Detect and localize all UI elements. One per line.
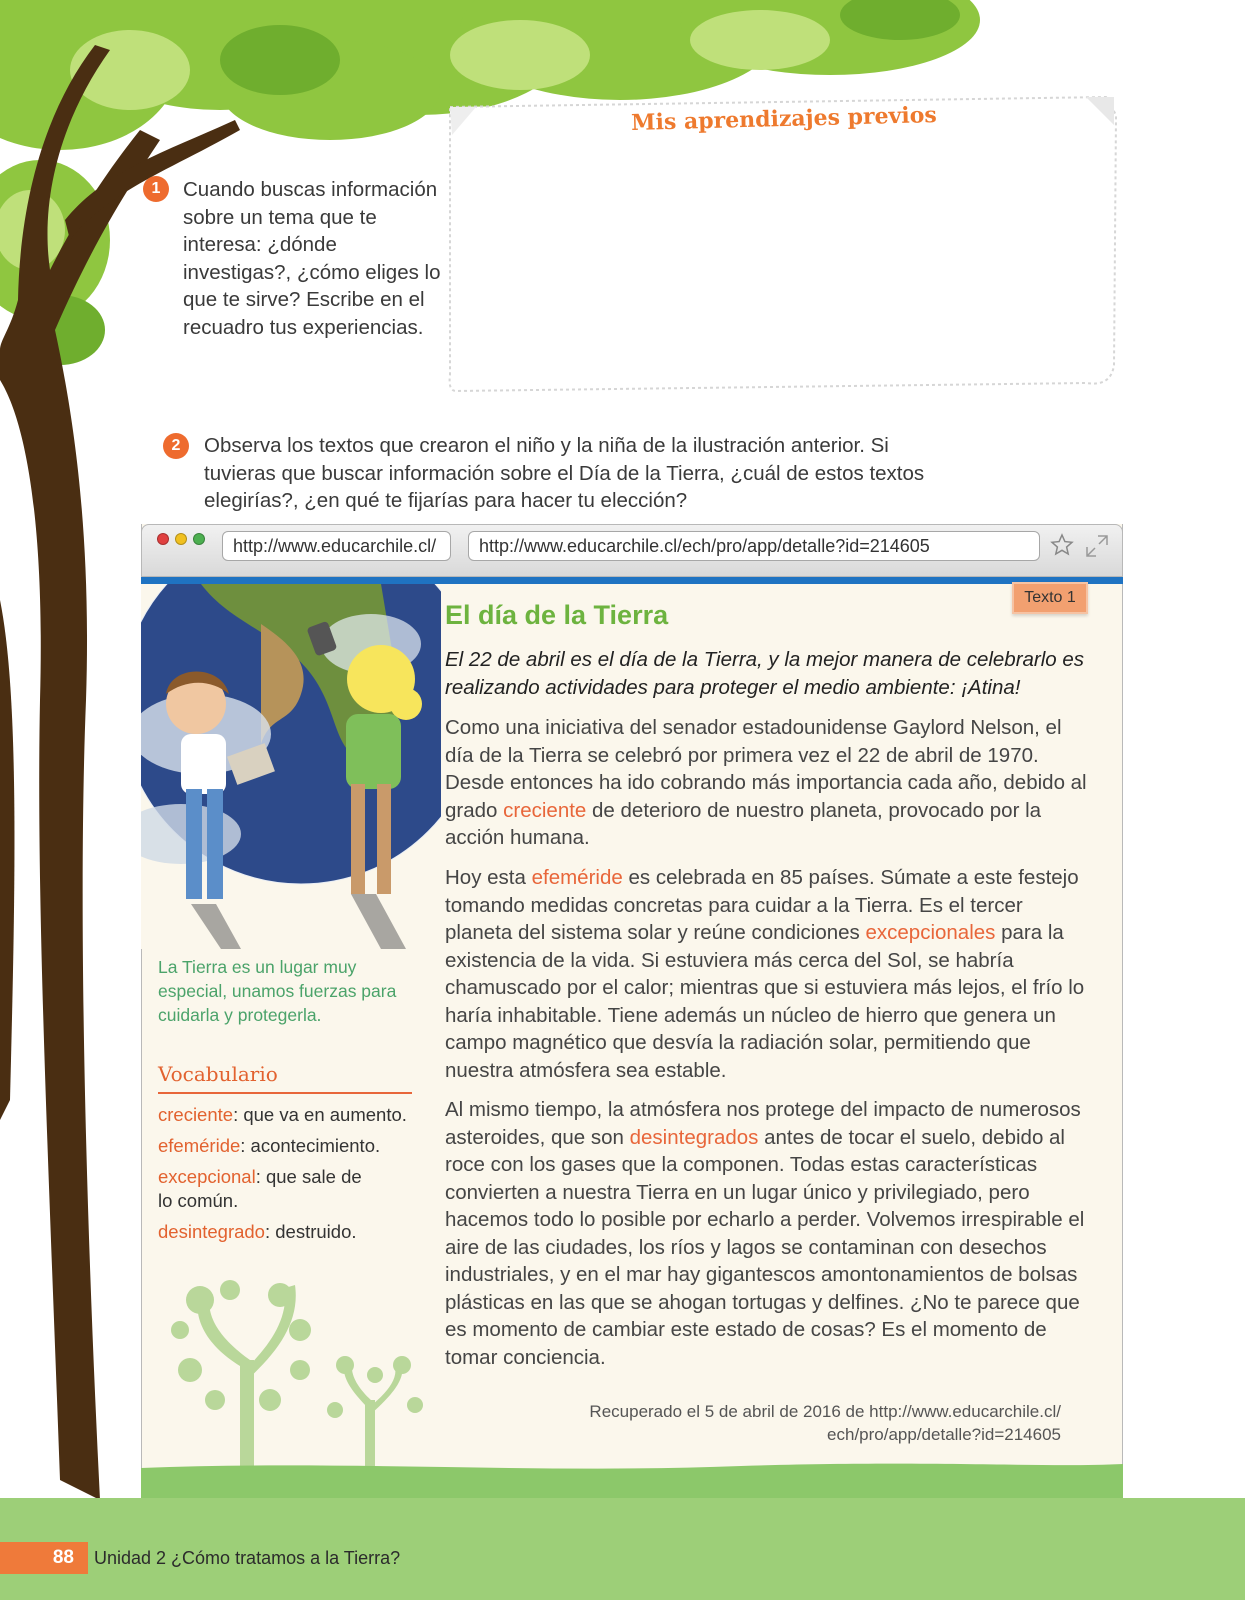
source-citation: [520, 1400, 1061, 1446]
close-window-button[interactable]: [157, 533, 169, 545]
article-paragraph-2: [445, 864, 1090, 1084]
vocab-term: creciente: [158, 1104, 234, 1125]
question-1-number: 1: [143, 176, 169, 202]
star-icon[interactable]: [1050, 533, 1074, 557]
vocab-item: [158, 1134, 423, 1158]
minimize-window-button[interactable]: [175, 533, 187, 545]
small-trees-illustration: [170, 1280, 440, 1480]
home-url-field[interactable]: http://www.educarchile.cl/: [222, 531, 451, 561]
notes-box[interactable]: [446, 95, 1122, 395]
vocab-definition: : destruido.: [264, 1221, 357, 1242]
vocab-definition: : que sale de lo común.: [158, 1166, 362, 1211]
unit-title: Unidad 2 ¿Cómo tratamos a la Tierra?: [94, 1548, 401, 1568]
paragraph-text: antes de tocar el suelo, debido al roce con los gases que la componen. Todas estas características convierten a nuestra Tierra en un lugar único y privilegiado, pero hacemos todo lo posible por echarlo a perder. Volvemos irrespirable el aire de las ciudades, los ríos y lagos se contaminan con desechos industriales, y en el mar hay gigantescos amontonamientos de bolsas plásticas en las que se ahogan tortugas y delfines. ¿No te parece que es momento de cambiar este estado de cosas? Es el momento de tomar conciencia.: [445, 1125, 1085, 1369]
maximize-window-button[interactable]: [193, 533, 205, 545]
paragraph-text: es celebrada en 85 países. Súmate a este festejo tomando medidas concretas para cuidar a la Tierra. Es el tercer planeta del sistema solar y reúne condiciones: [445, 866, 1079, 944]
article-paragraph-1: [445, 714, 1090, 852]
page-number: 88: [0, 1542, 88, 1574]
paragraph-text: Como una iniciativa del senador estadounidense Gaylord Nelson, el día de la Tierra se celebró por primera vez el 22 de abril de 1970. Desde entonces ha ido cobrando más importancia cada año, debido al grado: [445, 716, 1087, 822]
notes-box-title: Mis aprendizajes previos: [630, 102, 938, 136]
article-title: El día de la Tierra: [445, 600, 669, 630]
vocab-highlight: efeméride: [531, 866, 623, 889]
vocab-item: [158, 1220, 423, 1244]
vocab-highlight: excepcionales: [865, 921, 996, 944]
article-paragraph-3: [445, 1096, 1090, 1371]
question-2-text: Observa los textos que crearon el niño y la niña de la ilustración anterior. Si tuvieras que buscar información sobre el Día de la Tierra, ¿cuál de estos textos elegirías?, ¿en qué te fijarías para hacer tu elección?: [204, 434, 925, 512]
expand-icon[interactable]: [1084, 533, 1110, 559]
paragraph-text: Al mismo tiempo, la atmósfera nos protege del impacto de numerosos asteroides, que son: [445, 1098, 1081, 1149]
green-ground: [141, 1460, 1123, 1500]
vocab-definition: : acontecimiento.: [240, 1135, 381, 1156]
address-bar[interactable]: http://www.educarchile.cl/ech/pro/app/detalle?id=214605: [468, 531, 1040, 561]
page-header-bar: [141, 577, 1123, 584]
vocab-item: [158, 1165, 373, 1213]
paragraph-text: de deterioro de nuestro planeta, provocado por la acción humana.: [445, 798, 1042, 849]
article-lead: El 22 de abril es el día de la Tierra, y la mejor manera de celebrarlo es realizando actividades para proteger el medio ambiente: ¡Atina!: [445, 648, 1085, 699]
paragraph-text: Hoy esta: [445, 866, 532, 889]
source-line: Recuperado el 5 de abril de 2016 de http://www.educarchile.cl/: [589, 1402, 1061, 1421]
illustration-caption: La Tierra es un lugar muy especial, unamos fuerzas para cuidarla y protegerla.: [158, 957, 397, 1025]
text-tag: Texto 1: [1012, 582, 1088, 614]
vocab-item: [158, 1103, 423, 1127]
paragraph-text: para la existencia de la vida. Si estuviera más cerca del Sol, se habría chamuscado por el calor; mientras que si estuviera más lejos, el frío lo haría inhabitable. Tiene además un núcleo de hierro que genera un campo magnético que desvía la radiación solar, permitiendo que nuestra atmósfera sea estable.: [445, 921, 1085, 1082]
vocabulary-title: Vocabulario: [158, 1062, 412, 1094]
vocab-definition: : que va en aumento.: [233, 1104, 407, 1125]
vocab-term: desintegrado: [158, 1221, 265, 1242]
vocab-term: excepcional: [158, 1166, 256, 1187]
question-2-number: 2: [163, 433, 189, 459]
earth-children-illustration: [141, 584, 441, 949]
vocab-highlight: creciente: [503, 798, 587, 822]
source-line: ech/pro/app/detalle?id=214605: [827, 1425, 1061, 1444]
vocab-highlight: desintegrados: [629, 1125, 759, 1149]
question-1-text: Cuando buscas información sobre un tema que te interesa: ¿dónde investigas?, ¿cómo eliges lo que te sirve? Escribe en el recuadro tus experiencias.: [183, 178, 441, 339]
vocab-term: efeméride: [158, 1135, 241, 1156]
